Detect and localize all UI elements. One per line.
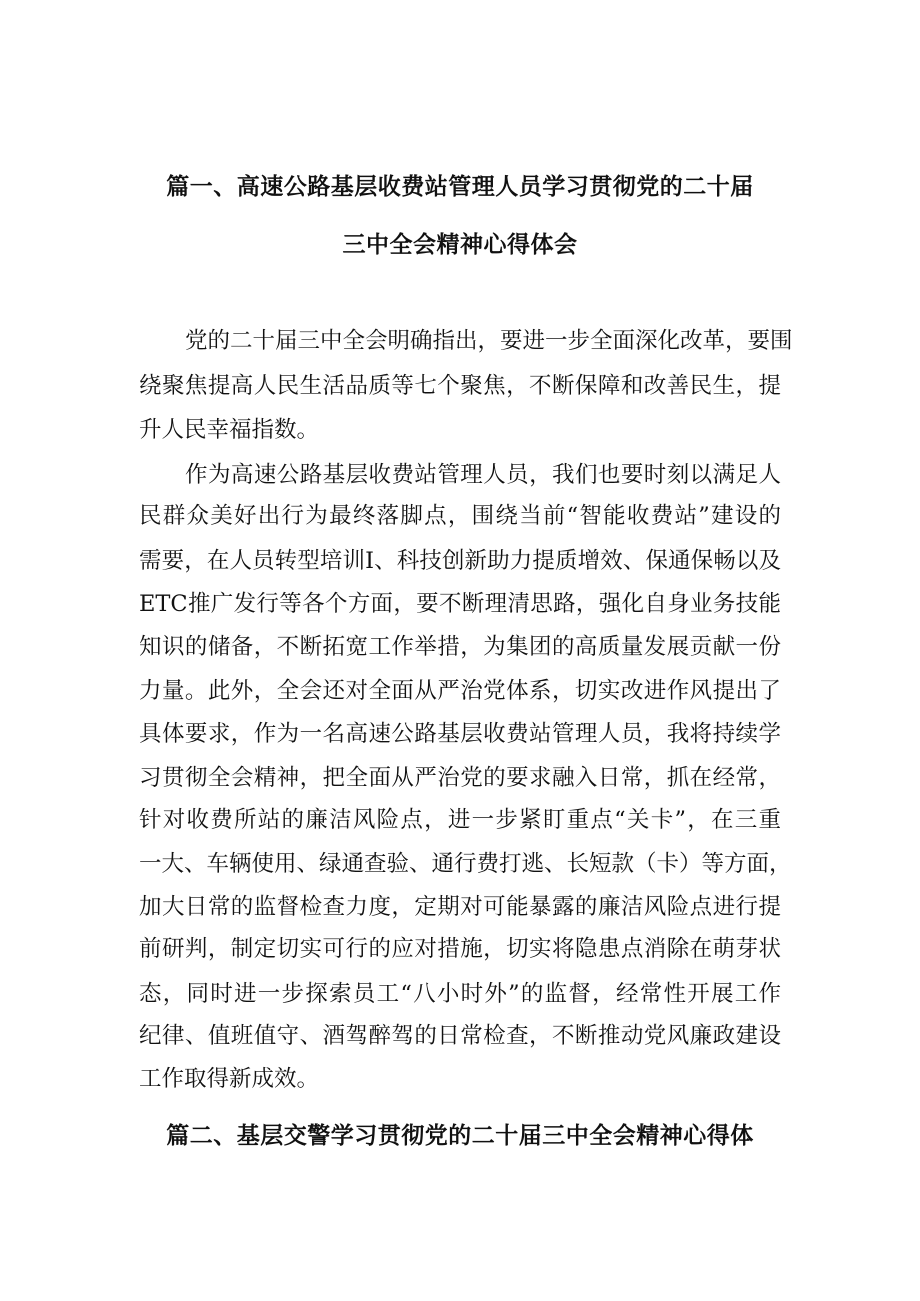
- paragraph-line: 加大日常的监督检查力度，定期对可能暴露的廉洁风险点进行提: [139, 894, 781, 920]
- paragraph-line: 一大、车辆使用、绿通查验、通行费打逃、长短款（卡）等方面，: [139, 851, 792, 877]
- paragraph-line: 升人民幸福指数。: [139, 417, 320, 443]
- paragraph-line: 需要，在人员转型培训Ⅰ、科技创新助力提质增效、保通保畅以及: [139, 548, 781, 574]
- paragraph-line: 民群众美好出行为最终落脚点，围绕当前“智能收费站”建设的: [139, 503, 781, 529]
- paragraph-line: 针对收费所站的廉洁风险点，进一步紧盯重点“关卡”，在三重: [139, 807, 781, 833]
- paragraph-line: 习贯彻全会精神，把全面从严治党的要求融入日常，抓在经常，: [139, 765, 781, 791]
- section2-title: 篇二、基层交警学习贯彻党的二十届三中全会精神心得体: [166, 1123, 754, 1149]
- paragraph-line: 作为高速公路基层收费站管理人员，我们也要时刻以满足人: [185, 462, 781, 488]
- paragraph-line: 党的二十届三中全会明确指出，要进一步全面深化改革，要围: [185, 328, 793, 354]
- paragraph-line: 知识的储备，不断拓宽工作举措，为集团的高质量发展贡献一份: [139, 634, 781, 660]
- paragraph-line: 纪律、值班值守、酒驾醉驾的日常检查，不断推动党风廉政建设: [139, 1023, 781, 1049]
- paragraph-line: ETC推广发行等各个方面，要不断理清思路，强化自身业务技能: [139, 591, 781, 617]
- paragraph-line: 绕聚焦提高人民生活品质等七个聚焦，不断保障和改善民生，提: [139, 373, 781, 399]
- paragraph-line: 工作取得新成效。: [139, 1066, 320, 1092]
- paragraph-line: 态，同时进一步探索员工“八小时外”的监督，经常性开展工作: [139, 981, 781, 1007]
- paragraph-line: 具体要求，作为一名高速公路基层收费站管理人员，我将持续学: [139, 721, 781, 747]
- section1-title-line2: 三中全会精神心得体会: [342, 232, 578, 258]
- paragraph-line: 力量。此外，全会还对全面从严治党体系，切实改进作风提出了: [139, 678, 781, 704]
- paragraph-line: 前研判，制定切实可行的应对措施，切实将隐患点消除在萌芽状: [139, 936, 781, 962]
- section1-title-line1: 篇一、高速公路基层收费站管理人员学习贯彻党的二十届: [166, 174, 754, 200]
